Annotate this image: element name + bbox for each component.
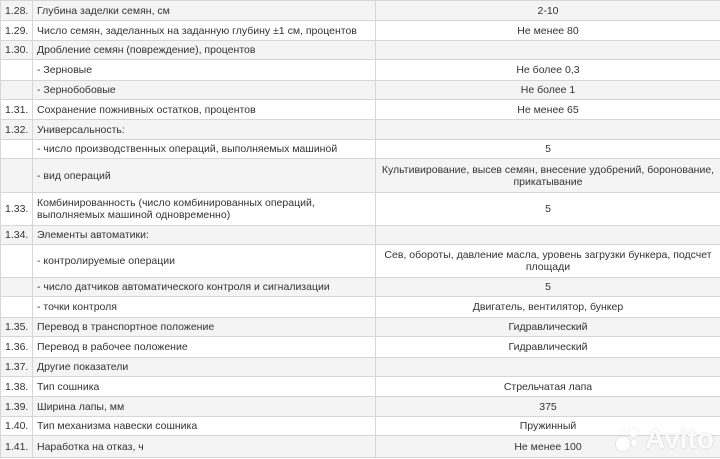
row-number-cell	[1, 278, 33, 297]
table-row	[1, 226, 720, 245]
row-number-cell: 1.37.	[1, 358, 33, 377]
table-row	[1, 81, 720, 100]
parameter-name-cell: Перевод в транспортное положение	[33, 318, 376, 337]
parameter-value-cell: Пружинный	[376, 417, 720, 436]
row-number-cell: 1.30.	[1, 41, 33, 60]
parameter-name-cell: Универсальность:	[33, 120, 376, 140]
parameter-value-cell: Не менее 80	[376, 21, 720, 41]
avito-watermark-text: Avito	[645, 423, 714, 454]
row-number-cell	[1, 297, 33, 318]
row-number-cell	[1, 245, 33, 278]
parameter-value-cell: 5	[376, 140, 720, 159]
row-number-cell: 1.29.	[1, 21, 33, 41]
parameter-value-cell: Не более 0,3	[376, 60, 720, 81]
parameter-value-cell: 5	[376, 278, 720, 297]
parameter-name-cell: - Зерновые	[33, 60, 376, 81]
avito-watermark	[614, 423, 714, 455]
parameter-value-cell: Гидравлический	[376, 318, 720, 337]
parameter-value-cell: 5	[376, 193, 720, 226]
table-row	[1, 21, 720, 41]
parameter-value-cell	[376, 120, 720, 140]
parameter-name-cell: Комбинированность (число комбинированных операций, выполняемых машиной одновременно)	[33, 193, 376, 226]
parameter-value-cell: Двигатель, вентилятор, бункер	[376, 297, 720, 318]
table-row	[1, 318, 720, 337]
row-number-cell: 1.31.	[1, 100, 33, 120]
parameter-name-cell: - число датчиков автоматического контроля и сигнализации	[33, 278, 376, 297]
table-row	[1, 245, 720, 278]
parameter-value-cell	[376, 41, 720, 60]
row-number-cell: 1.33.	[1, 193, 33, 226]
table-row	[1, 377, 720, 397]
table-row	[1, 193, 720, 226]
parameter-name-cell: Число семян, заделанных на заданную глубину ±1 см, процентов	[33, 21, 376, 41]
table-row	[1, 436, 720, 458]
row-number-cell: 1.39.	[1, 397, 33, 417]
parameter-name-cell: - вид операций	[33, 159, 376, 193]
parameter-name-cell: Глубина заделки семян, см	[33, 1, 376, 21]
parameter-value-cell: Сев, обороты, давление масла, уровень загрузки бункера, подсчет площади	[376, 245, 720, 278]
specifications-table-body	[1, 1, 720, 458]
parameter-value-cell: Не менее 100	[376, 436, 720, 458]
parameter-value-cell	[376, 226, 720, 245]
parameter-name-cell: Тип механизма навески сошника	[33, 417, 376, 436]
row-number-cell	[1, 159, 33, 193]
parameter-name-cell: Ширина лапы, мм	[33, 397, 376, 417]
parameter-name-cell: Элементы автоматики:	[33, 226, 376, 245]
parameter-value-cell: Гидравлический	[376, 337, 720, 358]
table-row	[1, 278, 720, 297]
parameter-name-cell: Дробление семян (повреждение), процентов	[33, 41, 376, 60]
parameter-name-cell: - точки контроля	[33, 297, 376, 318]
parameter-name-cell: - число производственных операций, выполняемых машиной	[33, 140, 376, 159]
table-row	[1, 41, 720, 60]
row-number-cell: 1.28.	[1, 1, 33, 21]
row-number-cell: 1.41.	[1, 436, 33, 458]
table-row	[1, 297, 720, 318]
parameter-name-cell: Другие показатели	[33, 358, 376, 377]
table-row	[1, 60, 720, 81]
avito-logo-icon	[614, 425, 642, 453]
table-row	[1, 417, 720, 436]
table-row	[1, 358, 720, 377]
row-number-cell: 1.35.	[1, 318, 33, 337]
parameter-value-cell: Стрельчатая лапа	[376, 377, 720, 397]
table-row	[1, 1, 720, 21]
row-number-cell	[1, 140, 33, 159]
row-number-cell: 1.40.	[1, 417, 33, 436]
parameter-value-cell: Не более 1	[376, 81, 720, 100]
parameter-name-cell: Наработка на отказ, ч	[33, 436, 376, 458]
table-row	[1, 100, 720, 120]
row-number-cell	[1, 60, 33, 81]
parameter-name-cell: - контролируемые операции	[33, 245, 376, 278]
table-row	[1, 159, 720, 193]
parameter-value-cell: 2-10	[376, 1, 720, 21]
row-number-cell	[1, 81, 33, 100]
row-number-cell: 1.34.	[1, 226, 33, 245]
table-row	[1, 120, 720, 140]
parameter-name-cell: Перевод в рабочее положение	[33, 337, 376, 358]
parameter-value-cell: Культивирование, высев семян, внесение удобрений, боронование, прикатывание	[376, 159, 720, 193]
parameter-value-cell: 375	[376, 397, 720, 417]
parameter-name-cell: Тип сошника	[33, 377, 376, 397]
row-number-cell: 1.38.	[1, 377, 33, 397]
table-row	[1, 337, 720, 358]
table-row	[1, 140, 720, 159]
parameter-name-cell: - Зернобобовые	[33, 81, 376, 100]
row-number-cell: 1.36.	[1, 337, 33, 358]
row-number-cell: 1.32.	[1, 120, 33, 140]
parameter-name-cell: Сохранение пожнивных остатков, процентов	[33, 100, 376, 120]
parameter-value-cell: Не менее 65	[376, 100, 720, 120]
parameter-value-cell	[376, 358, 720, 377]
table-row	[1, 397, 720, 417]
